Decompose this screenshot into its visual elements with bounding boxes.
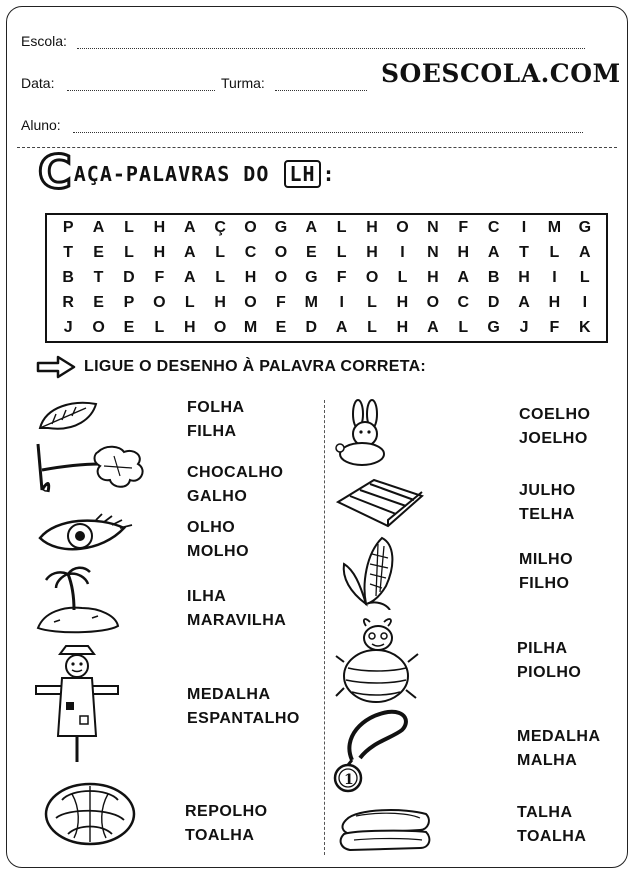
- grid-letter[interactable]: L: [336, 218, 347, 236]
- option-piolho[interactable]: PIOLHO: [517, 664, 582, 681]
- instruction: [36, 355, 426, 379]
- title-colon: :: [322, 162, 336, 186]
- grid-letter[interactable]: M: [243, 319, 258, 337]
- grid-letter[interactable]: A: [487, 243, 500, 261]
- grid-letter[interactable]: I: [339, 294, 344, 312]
- grid-letter[interactable]: G: [487, 319, 500, 337]
- option-milho[interactable]: MILHO: [519, 551, 574, 568]
- grid-letter[interactable]: L: [124, 218, 134, 236]
- leaf-icon[interactable]: [36, 398, 102, 434]
- grid-letter[interactable]: R: [62, 294, 74, 312]
- grid-letter[interactable]: I: [521, 218, 527, 236]
- option-medalha[interactable]: MEDALHA: [187, 686, 271, 703]
- school-label: Escola:: [21, 33, 67, 49]
- school-field[interactable]: [77, 48, 585, 49]
- grid-letter[interactable]: E: [93, 243, 104, 261]
- date-label: Data:: [21, 75, 55, 91]
- grid-letter[interactable]: H: [153, 243, 166, 261]
- grid-letter[interactable]: P: [123, 294, 135, 312]
- grid-letter[interactable]: O: [213, 319, 227, 337]
- scarecrow-icon[interactable]: [32, 644, 122, 764]
- grid-letter[interactable]: H: [427, 268, 439, 286]
- grid-letter[interactable]: F: [276, 294, 286, 312]
- grid-letter[interactable]: B: [62, 268, 74, 286]
- option-chocalho[interactable]: CHOCALHO: [187, 464, 284, 481]
- louse-icon[interactable]: [334, 614, 422, 710]
- grid-letter[interactable]: L: [367, 294, 377, 312]
- grid-letter[interactable]: H: [244, 268, 257, 286]
- option-filho[interactable]: FILHO: [519, 575, 570, 592]
- grid-letter[interactable]: I: [582, 294, 588, 312]
- grid-letter[interactable]: L: [215, 243, 226, 261]
- grid-letter[interactable]: E: [305, 243, 317, 261]
- grid-letter[interactable]: E: [123, 319, 135, 337]
- title-lh-box: LH: [284, 160, 320, 188]
- grid-letter[interactable]: A: [183, 268, 196, 286]
- grid-letter[interactable]: O: [244, 294, 257, 312]
- date-field[interactable]: [67, 90, 215, 91]
- grid-letter[interactable]: O: [426, 294, 440, 312]
- branch-icon[interactable]: [34, 440, 154, 500]
- option-maravilha[interactable]: MARAVILHA: [187, 612, 287, 629]
- grid-letter[interactable]: J: [519, 319, 529, 337]
- grid-letter[interactable]: P: [62, 218, 74, 236]
- option-joelho[interactable]: JOELHO: [519, 430, 588, 447]
- grid-letter[interactable]: M: [547, 218, 562, 236]
- option-malha[interactable]: MALHA: [517, 752, 578, 769]
- grid-letter[interactable]: G: [305, 268, 318, 286]
- title-text: [74, 162, 336, 186]
- medal-icon[interactable]: [332, 708, 412, 798]
- grid-letter[interactable]: B: [487, 268, 500, 286]
- option-molho[interactable]: MOLHO: [187, 543, 250, 560]
- grid-letter[interactable]: L: [154, 319, 165, 337]
- cabbage-icon[interactable]: [42, 778, 138, 846]
- right-group-2: [519, 479, 576, 527]
- option-julho[interactable]: JULHO: [519, 482, 576, 499]
- grid-letter[interactable]: M: [304, 294, 318, 312]
- grid-letter[interactable]: O: [274, 243, 288, 261]
- grid-letter[interactable]: K: [579, 319, 591, 337]
- grid-letter[interactable]: L: [458, 319, 469, 337]
- option-olho[interactable]: OLHO: [187, 519, 236, 536]
- grid-letter[interactable]: H: [214, 294, 226, 312]
- left-group-6: [185, 800, 268, 848]
- grid-letter[interactable]: T: [93, 268, 104, 286]
- grid-letter[interactable]: H: [518, 268, 530, 286]
- grid-letter[interactable]: L: [397, 268, 408, 286]
- left-group-3: [187, 516, 249, 564]
- right-group-5: [517, 725, 601, 773]
- grid-letter[interactable]: L: [184, 294, 195, 312]
- grid-letter[interactable]: E: [275, 319, 287, 337]
- grid-letter[interactable]: I: [552, 268, 557, 286]
- option-toalha[interactable]: TOALHA: [185, 827, 255, 844]
- grid-letter[interactable]: N: [427, 218, 439, 236]
- svg-text:1: 1: [344, 772, 354, 788]
- grid-letter[interactable]: A: [183, 218, 196, 236]
- class-label: Turma:: [221, 75, 265, 91]
- grid-letter[interactable]: D: [305, 319, 318, 337]
- grid-letter[interactable]: D: [487, 294, 500, 312]
- grid-letter[interactable]: T: [519, 243, 529, 261]
- right-group-1: [519, 403, 590, 451]
- column-divider: [324, 400, 325, 855]
- grid-letter[interactable]: H: [366, 243, 378, 261]
- option-filha[interactable]: FILHA: [187, 423, 237, 440]
- class-field[interactable]: [275, 90, 367, 91]
- grid-letter[interactable]: G: [274, 218, 288, 236]
- grid-letter[interactable]: L: [124, 243, 134, 261]
- word-search-grid[interactable]: [45, 213, 608, 343]
- left-group-2: [187, 461, 283, 509]
- grid-letter[interactable]: C: [244, 243, 257, 261]
- grid-letter[interactable]: J: [63, 319, 73, 337]
- grid-letter[interactable]: H: [366, 218, 378, 236]
- left-group-5: [187, 683, 300, 731]
- right-group-4: [517, 637, 581, 685]
- grid-letter[interactable]: H: [183, 319, 196, 337]
- page-title: [38, 145, 336, 199]
- grid-letter[interactable]: A: [305, 218, 318, 236]
- island-icon[interactable]: [34, 566, 124, 636]
- arrow-right-icon: [36, 355, 76, 379]
- grid-letter[interactable]: O: [365, 268, 379, 286]
- grid-letter[interactable]: O: [153, 294, 166, 312]
- option-ilha[interactable]: ILHA: [187, 588, 227, 605]
- grid-letter[interactable]: T: [63, 243, 74, 261]
- grid-letter[interactable]: O: [92, 319, 105, 337]
- grid-letter[interactable]: D: [123, 268, 135, 286]
- grid-letter[interactable]: L: [579, 268, 590, 286]
- option-talha[interactable]: TALHA: [517, 804, 573, 821]
- grid-letter[interactable]: G: [578, 218, 592, 236]
- grid-letter[interactable]: F: [458, 218, 469, 236]
- grid-letter[interactable]: F: [549, 319, 560, 337]
- right-group-3: [519, 548, 573, 596]
- grid-letter[interactable]: Ç: [214, 218, 226, 236]
- brand-logo: SOESCOLA.COM: [381, 59, 621, 88]
- eye-icon[interactable]: [36, 512, 136, 558]
- grid-letter[interactable]: L: [367, 319, 377, 337]
- grid-letter[interactable]: A: [518, 294, 530, 312]
- grid-letter[interactable]: L: [549, 243, 560, 261]
- grid-letter[interactable]: H: [548, 294, 561, 312]
- instruction-text: LIGUE O DESENHO À PALAVRA CORRETA:: [84, 358, 427, 375]
- option-espantalho[interactable]: ESPANTALHO: [187, 710, 300, 727]
- grid-letter[interactable]: A: [92, 218, 105, 236]
- towel-icon[interactable]: [336, 800, 434, 854]
- grid-letter[interactable]: L: [215, 268, 226, 286]
- option-medalha-right[interactable]: MEDALHA: [517, 728, 601, 745]
- grid-letter[interactable]: H: [457, 243, 470, 261]
- grid-letter[interactable]: H: [396, 294, 409, 312]
- grid-letter[interactable]: N: [427, 243, 439, 261]
- grid-letter[interactable]: F: [154, 268, 165, 286]
- right-group-6: [517, 801, 586, 849]
- option-toalha-right[interactable]: TOALHA: [517, 828, 587, 845]
- grid-letter[interactable]: L: [336, 243, 347, 261]
- grid-letter[interactable]: A: [335, 319, 348, 337]
- corn-icon[interactable]: [336, 534, 406, 610]
- option-pilha[interactable]: PILHA: [517, 640, 568, 657]
- left-group-1: [187, 396, 245, 444]
- grid-letter[interactable]: E: [93, 294, 104, 312]
- option-repolho[interactable]: REPOLHO: [185, 803, 268, 820]
- grid-letter[interactable]: O: [396, 218, 409, 236]
- student-field[interactable]: [73, 132, 583, 133]
- grid-letter[interactable]: A: [427, 319, 439, 337]
- grid-letter[interactable]: A: [183, 243, 196, 261]
- option-telha[interactable]: TELHA: [519, 506, 575, 523]
- student-label: Aluno:: [21, 117, 61, 133]
- left-group-4: [187, 585, 286, 633]
- rabbit-icon[interactable]: [334, 398, 394, 468]
- grid-letter[interactable]: H: [153, 218, 166, 236]
- grid-letter[interactable]: F: [336, 268, 347, 286]
- option-folha[interactable]: FOLHA: [187, 399, 245, 416]
- grid-letter[interactable]: I: [400, 243, 405, 261]
- option-coelho[interactable]: COELHO: [519, 406, 591, 423]
- grid-letter[interactable]: A: [457, 268, 470, 286]
- grid-letter[interactable]: O: [274, 268, 288, 286]
- grid-letter[interactable]: C: [457, 294, 470, 312]
- header-divider: [17, 147, 617, 148]
- grid-letter[interactable]: A: [579, 243, 591, 261]
- grid-letter[interactable]: O: [244, 218, 257, 236]
- grid-letter[interactable]: H: [396, 319, 409, 337]
- title-initial: C: [38, 145, 72, 199]
- option-galho[interactable]: GALHO: [187, 488, 248, 505]
- roof-tile-icon[interactable]: [334, 476, 426, 530]
- grid-letter[interactable]: C: [487, 218, 500, 236]
- title-main: AÇA-PALAVRAS DO: [73, 162, 270, 186]
